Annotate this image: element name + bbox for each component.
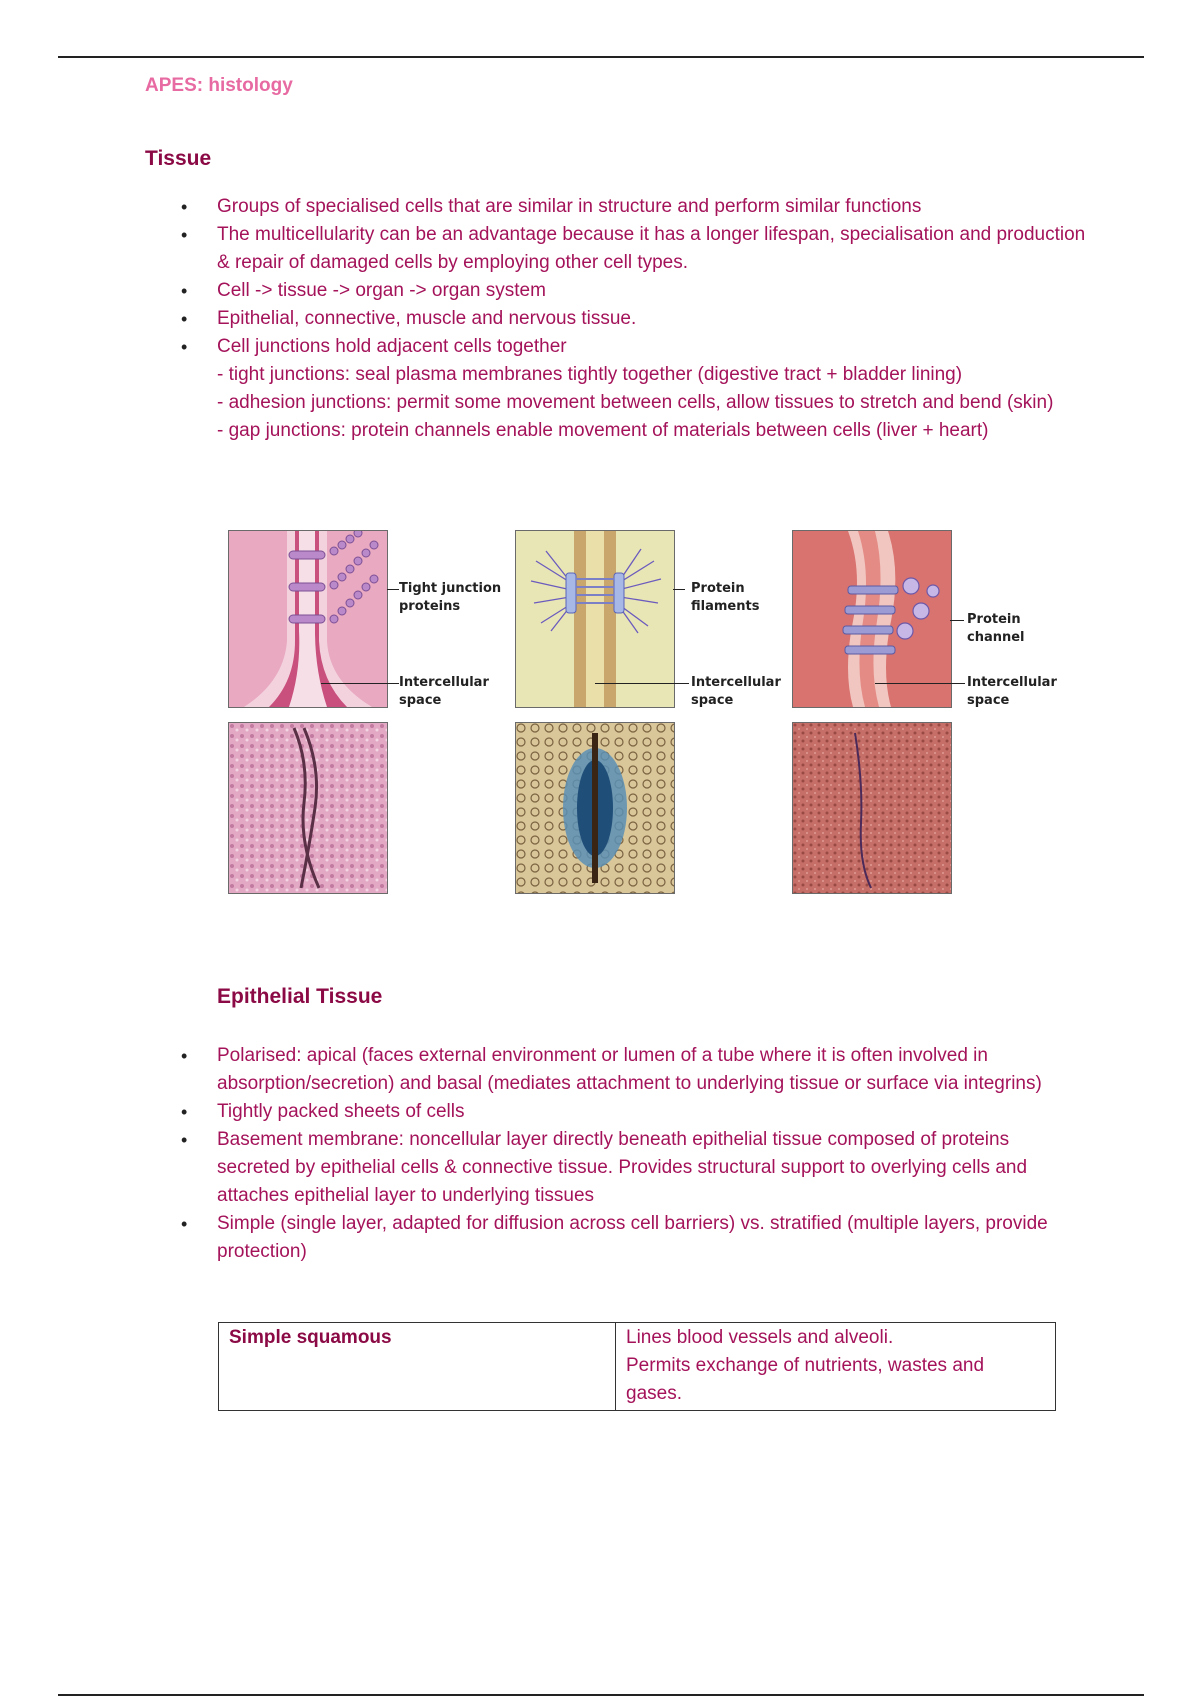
tissue-bullet-list <box>181 193 1087 445</box>
leader-line <box>321 683 399 684</box>
label-gap-intercellular-space: Intercellular space <box>967 675 1057 708</box>
leader-line <box>875 683 965 684</box>
gap-junction-micrograph <box>792 722 952 894</box>
list-item: • Tightly packed sheets of cells <box>217 1098 1067 1126</box>
label-tight-intercellular-space: Intercellular space <box>399 675 489 708</box>
bullet-icon: • <box>181 281 188 301</box>
label-adhesion-intercellular-space: Intercellular space <box>691 675 781 708</box>
bullet-icon: • <box>181 1214 188 1234</box>
gap-junction-drawing <box>793 531 951 707</box>
table-cell-description: Lines blood vessels and alveoli. Permits exchange of nutrients, wastes and gases. <box>616 1323 1056 1411</box>
list-item: • Groups of specialised cells that are similar in structure and perform similar functions <box>217 193 1087 221</box>
leader-line <box>950 620 964 621</box>
epithelial-types-table <box>218 1322 1056 1411</box>
sub-item-gap-junctions: - gap junctions: protein channels enable movement of materials between cells (liver + heart) <box>217 420 989 441</box>
bullet-icon: • <box>181 197 188 217</box>
label-protein-channel: Protein channel <box>967 612 1025 645</box>
bullet-icon: • <box>181 225 188 245</box>
list-item: • Epithelial, connective, muscle and nervous tissue. <box>217 305 1087 333</box>
top-rule <box>58 56 1144 58</box>
tight-junction-diagram <box>228 530 388 708</box>
list-item: • The multicellularity can be an advantage because it has a longer lifespan, specialisation and production & repair of damaged cells by employing other cell types. <box>217 221 1087 277</box>
list-item: • Simple (single layer, adapted for diffusion across cell barriers) vs. stratified (multiple layers, provide protection) <box>217 1210 1067 1266</box>
epithelial-bullet-list <box>181 1042 1067 1266</box>
bullet-icon: • <box>181 337 188 357</box>
list-item: • Basement membrane: noncellular layer directly beneath epithelial tissue composed of proteins secreted by epithelial cells & connective tissue. Provides structural support to overlying cells and attaches epithelial layer to underlying tissues <box>217 1126 1067 1210</box>
sub-item-tight-junctions: - tight junctions: seal plasma membranes tightly together (digestive tract + bladder lining) <box>217 364 963 385</box>
bullet-icon: • <box>181 1102 188 1122</box>
table-cell-type: Simple squamous <box>219 1323 616 1411</box>
bullet-icon: • <box>181 1046 188 1066</box>
micrograph-image <box>793 723 951 893</box>
adhesion-junction-micrograph <box>515 722 675 894</box>
bottom-rule <box>58 1694 1144 1696</box>
label-protein-filaments: Protein filaments <box>691 581 760 614</box>
micrograph-image <box>229 723 387 893</box>
list-item: • Polarised: apical (faces external environment or lumen of a tube where it is often involved in absorption/secretion) and basal (mediates attachment to underlying tissue or surface via integrins) <box>217 1042 1067 1098</box>
bullet-icon: • <box>181 1130 188 1150</box>
micrograph-image <box>516 723 674 893</box>
document-title: APES: histology <box>145 75 293 96</box>
gap-junction-diagram <box>792 530 952 708</box>
adhesion-junction-diagram <box>515 530 675 708</box>
leader-line <box>387 589 399 590</box>
section-heading-epithelial-tissue: Epithelial Tissue <box>217 985 383 1008</box>
cell-junctions-figure <box>225 528 1185 898</box>
leader-line <box>673 589 685 590</box>
sub-item-adhesion-junctions: - adhesion junctions: permit some movement between cells, allow tissues to stretch and bend (skin) <box>217 392 1054 413</box>
tight-junction-micrograph <box>228 722 388 894</box>
tight-junction-drawing <box>229 531 387 707</box>
list-item: • Cell junctions hold adjacent cells together - tight junctions: seal plasma membranes tightly together (digestive tract + bladder lining) - adhesion junctions: permit some movement between cells, allow tissues to stretch and bend (skin) - gap junctions: protein channels enable movement of materials between cells (liver + heart) <box>217 333 1087 445</box>
label-tight-junction-proteins: Tight junction proteins <box>399 581 502 614</box>
adhesion-junction-drawing <box>516 531 674 707</box>
leader-line <box>595 683 689 684</box>
bullet-icon: • <box>181 309 188 329</box>
list-item: • Cell -> tissue -> organ -> organ system <box>217 277 1087 305</box>
table-row <box>219 1323 1056 1411</box>
section-heading-tissue: Tissue <box>145 147 212 170</box>
